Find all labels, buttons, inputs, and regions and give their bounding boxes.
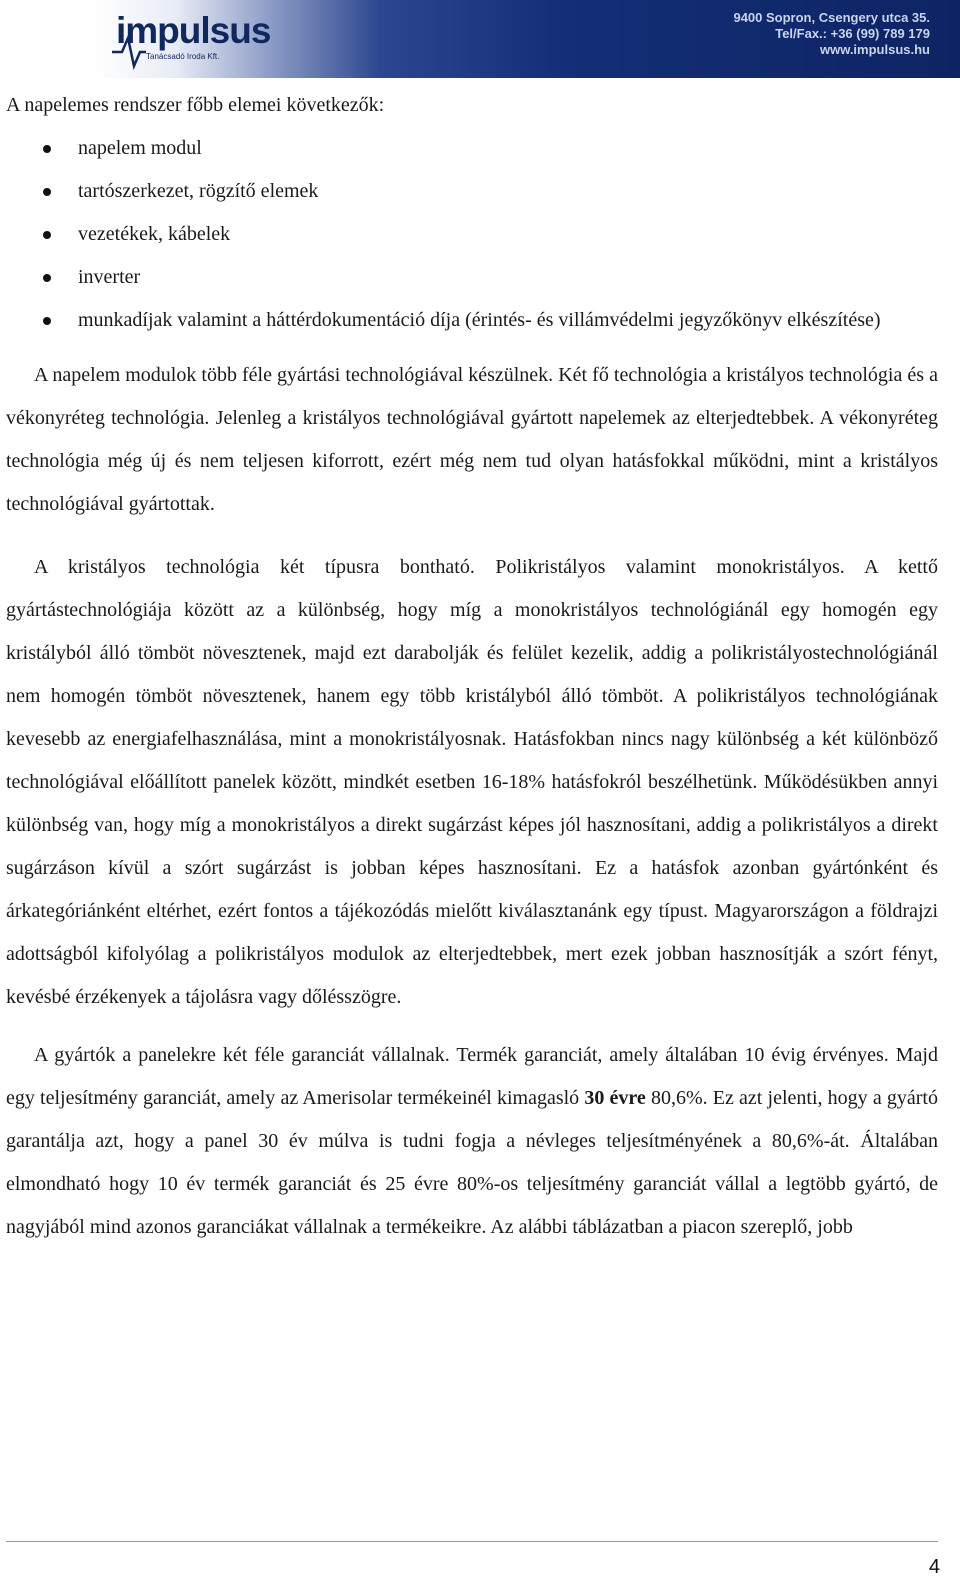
- page-header: [0, 0, 960, 78]
- paragraph-technologies: A napelem modulok több féle gyártási technológiával készülnek. Két fő technológia a kristályos technológia és a vékonyréteg technológia. Jelenleg a kristályos technológiával gyártott napelemek az elterjedtebbek. A vékonyréteg technológia még új és nem teljesen kiforrott, ezért még nem tud olyan hatásfokkal működni, mint a kristályos technológiával gyártottak.: [6, 364, 938, 515]
- list-item: vezetékek, kábelek: [78, 213, 938, 256]
- logo-text: impulsus: [116, 10, 271, 51]
- paragraph-warranty: A gyártók a panelekre két féle garanciát vállalnak. Termék garanciát, amely általában 10 évig érvényes. Majd egy teljesítmény garanciát, amely az Amerisolar termékeinél kimagasló 30 évre 80,6%. Ez azt jelenti, hogy a gyártó garantálja azt, hogy a panel 30 év múlva is tudni fogja a névleges teljesítményének a 80,6%-át. Általában elmondható hogy 10 év termék garanciát és 25 évre 80%-os teljesítmény garanciát vállal a legtöbb gyártó, de nagyjából mind azonos garanciákat vállalnak a termékeikre. Az alábbi táblázatban a piacon szereplő, jobb: [6, 1044, 938, 1238]
- contact-block: [670, 10, 930, 58]
- list-item: munkadíjak valamint a háttérdokumentáció díja (érintés- és villámvédelmi jegyzőkönyv elkészítése): [78, 299, 938, 342]
- address-text: 9400 Sopron, Csengery utca 35.: [733, 10, 930, 25]
- document-body: [6, 84, 938, 1249]
- footer-divider: [6, 1541, 938, 1542]
- phone-text: Tel/Fax.: +36 (99) 789 179: [775, 26, 930, 41]
- list-item: tartószerkezet, rögzítő elemek: [78, 170, 938, 213]
- list-item: inverter: [78, 256, 938, 299]
- bullet-icon: [43, 145, 51, 153]
- intro-text: A napelemes rendszer főbb elemei következők:: [6, 94, 385, 116]
- page-number: 4: [928, 1556, 940, 1578]
- company-logo: [110, 8, 271, 82]
- bullet-icon: [43, 188, 51, 196]
- bold-warranty-term: 30 évre: [584, 1087, 646, 1109]
- paragraph-crystalline: A kristályos technológia két típusra bontható. Polikristályos valamint monokristályos. A kettő gyártástechnológiája között az a különbség, hogy míg a monokristályos technológiánál egy homogén egy kristályból álló tömböt növesztenek, majd ezt darabolják és felület kezelik, addig a polikristályostechnológiánál nem homogén tömböt növesztenek, hanem egy több kristályból álló tömböt. A polikristályos technológiának kevesebb az energiafelhasználása, mint a monokristályosnak. Hatásfokban nincs nagy különbség a két különböző technológiával előállított panelek között, mindkét esetben 16-18% hatásfokról beszélhetünk. Működésükben annyi különbség van, hogy míg a monokristályos a direkt sugárzást képes jól hasznosítani, addig a polikristályos a direkt sugárzáson kívül a szórt sugárzást is jobban képes hasznosítani. Ez a hatásfok azonban gyártónként és árkategóriánként eltérhet, ezért fontos a tájékozódás mielőtt kiválasztanánk egy típust. Magyarországon a földrajzi adottságból kifolyólag a polikristályos modulok az elterjedtebbek, mert ezek jobban hasznosítják a szórt fényt, kevésbé érzékenyek a tájolásra vagy dőlésszögre.: [6, 556, 938, 1008]
- component-list: [6, 127, 938, 342]
- bullet-icon: [43, 231, 51, 239]
- list-item: napelem modul: [78, 127, 938, 170]
- website-link[interactable]: www.impulsus.hu: [819, 42, 930, 57]
- bullet-icon: [43, 274, 51, 282]
- logo-subtitle: Tanácsadó Iroda Kft.: [146, 52, 220, 61]
- bullet-icon: [43, 317, 51, 325]
